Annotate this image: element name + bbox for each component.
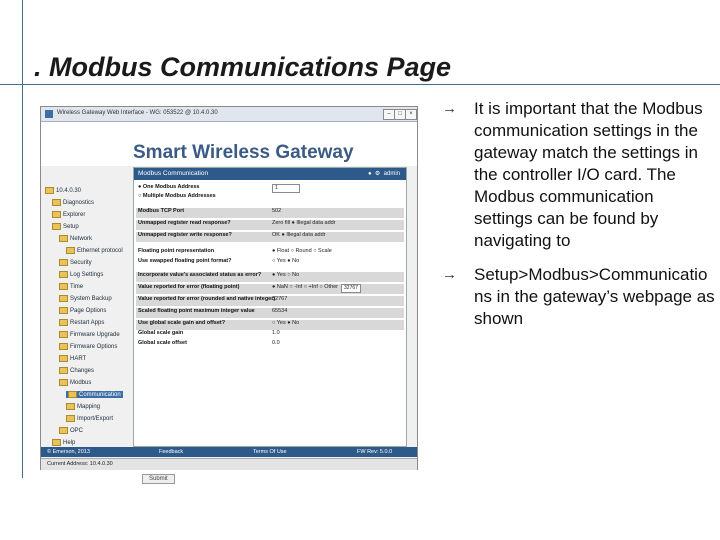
tree-node[interactable]: [59, 355, 86, 362]
setting-value[interactable]: [272, 220, 336, 226]
bullet-item: [442, 98, 720, 252]
gateway-screenshot: [40, 106, 418, 482]
window-titlebar: [41, 107, 417, 122]
setting-row: [136, 308, 404, 318]
brand-name: Smart Wireless Gateway: [133, 142, 354, 163]
tree-node[interactable]: [59, 427, 83, 434]
setting-value-text: ○ Yes ● No: [272, 258, 300, 264]
setting-value[interactable]: [272, 296, 287, 302]
setting-row: [136, 258, 404, 268]
folder-icon: [59, 427, 68, 434]
folder-icon: [52, 439, 61, 446]
tree-node[interactable]: [59, 367, 94, 374]
setting-label: Floating point representation: [138, 248, 215, 254]
tree-node[interactable]: [59, 295, 112, 302]
other-value-input[interactable]: 32767: [341, 284, 361, 293]
tree-node-label: Diagnostics: [63, 200, 95, 207]
bullet-item: [442, 264, 720, 330]
close-button[interactable]: ×: [405, 109, 417, 120]
setting-row: [136, 340, 404, 350]
panel-header-tools: [368, 170, 400, 177]
status-bar: [41, 458, 417, 470]
folder-icon: [52, 199, 61, 206]
one-address-radio[interactable]: ● One Modbus Address: [138, 184, 200, 190]
bullet-text: It is important that the Modbus communication settings in the gateway match the settings in the controller I/O card. The Modbus communication settings can be found by navigating to: [474, 99, 703, 250]
folder-icon: [59, 331, 68, 338]
tree-node[interactable]: [59, 331, 120, 338]
navigation-tree: [45, 187, 131, 457]
folder-icon: [59, 343, 68, 350]
browser-icon: [45, 110, 53, 118]
tree-node-label: Restart Apps: [70, 320, 105, 327]
folder-icon: [59, 259, 68, 266]
setting-value[interactable]: [272, 248, 332, 254]
tree-node[interactable]: [59, 235, 92, 242]
tree-node-label: 10.4.0.30: [56, 188, 82, 195]
feedback-link[interactable]: Feedback: [159, 449, 184, 455]
setting-value-text: 1.0: [272, 330, 280, 336]
folder-icon: [52, 223, 61, 230]
setting-row: [136, 220, 404, 230]
folder-icon: [59, 319, 68, 326]
tree-node-label: Help: [63, 440, 76, 447]
help-icon[interactable]: ●: [367, 171, 372, 177]
slide-horizontal-rule: [0, 84, 720, 85]
bullet-text: Setup>Modbus>Communications in the gateway’s webpage as shown: [474, 265, 715, 328]
submit-button[interactable]: Submit: [142, 474, 175, 484]
setting-label: Value reported for error (rounded and native integer): [138, 296, 276, 302]
setting-row: [136, 284, 404, 294]
one-address-label: One Modbus Address: [142, 184, 200, 190]
setting-value[interactable]: [272, 320, 299, 326]
setting-value[interactable]: [272, 340, 280, 346]
tree-node[interactable]: [45, 187, 81, 194]
tree-node-label: Explorer: [63, 212, 86, 219]
folder-icon: [45, 187, 54, 194]
maximize-button[interactable]: □: [394, 109, 406, 120]
multiple-address-radio[interactable]: ○ Multiple Modbus Addresses: [138, 193, 216, 199]
tree-node[interactable]: [59, 283, 83, 290]
tree-node-label: Communication: [79, 392, 121, 399]
setting-label: Use global scale gain and offset?: [138, 320, 226, 326]
tree-node-label: Import/Export: [77, 416, 114, 423]
folder-icon: [59, 367, 68, 374]
address-value: 1: [272, 184, 300, 193]
tree-node[interactable]: [52, 211, 85, 218]
copyright: © Emerson, 2013: [47, 449, 90, 455]
folder-icon: [59, 295, 68, 302]
setting-row: [136, 296, 404, 306]
tree-node-label: Modbus: [70, 380, 92, 387]
setting-value-text: ● Yes ○ No: [272, 272, 300, 278]
right-arrow-icon: →: [442, 266, 457, 283]
tree-node[interactable]: [66, 415, 113, 422]
setting-value[interactable]: [272, 308, 287, 314]
tree-node-label: OPC: [70, 428, 84, 435]
tree-node-label: System Backup: [70, 296, 112, 303]
user-name[interactable]: admin: [383, 171, 400, 177]
setting-value[interactable]: [272, 330, 280, 336]
tree-node[interactable]: [52, 199, 94, 206]
setting-value-text: 0.0: [272, 340, 280, 346]
tree-node-label: Security: [70, 260, 92, 267]
tree-node-label: Network: [70, 236, 93, 243]
setting-value-text: ● NaN ○ -Inf ○ +Inf ○ Other: [272, 284, 339, 290]
folder-icon: [59, 355, 68, 362]
tree-node[interactable]: [66, 403, 100, 410]
setting-row: [136, 248, 404, 258]
tree-node-label: Changes: [70, 368, 95, 375]
folder-icon: [66, 415, 75, 422]
setting-label: Scaled floating point maximum integer value: [138, 308, 255, 314]
tree-node[interactable]: [59, 259, 92, 266]
tree-node[interactable]: [59, 379, 91, 386]
folder-icon: [66, 403, 75, 410]
tree-node[interactable]: [59, 343, 117, 350]
setting-value-text: ○ Yes ● No: [272, 320, 300, 326]
tree-node-label: HART: [70, 356, 87, 363]
right-arrow-icon: →: [442, 100, 457, 117]
setting-label: Modbus TCP Port: [138, 208, 185, 214]
tree-node-label: Mapping: [77, 404, 101, 411]
folder-icon: [52, 211, 61, 218]
bullet-list: [442, 98, 720, 342]
setting-row: [136, 272, 404, 282]
folder-icon: [59, 271, 68, 278]
panel-header: [134, 168, 406, 180]
setting-label: Value reported for error (floating point): [138, 284, 240, 290]
tree-node-label: Firmware Upgrade: [70, 332, 120, 339]
minimize-button[interactable]: –: [383, 109, 395, 120]
folder-icon: [59, 379, 68, 386]
firmware-version: FW Rev: 5.0.0: [357, 449, 393, 455]
setting-row: [136, 232, 404, 242]
setting-value-text: ● Float ○ Round ○ Scale: [272, 248, 332, 254]
tree-node[interactable]: [66, 391, 123, 398]
setting-value[interactable]: [272, 258, 299, 264]
tree-node-label: Setup: [63, 224, 79, 231]
folder-icon: [68, 391, 77, 398]
tree-node[interactable]: [59, 319, 104, 326]
settings-icon[interactable]: ⚙: [374, 171, 381, 177]
setting-label: Use swapped floating point format?: [138, 258, 232, 264]
setting-value-text: 32767: [272, 296, 288, 302]
slide-vertical-rule: [22, 0, 23, 478]
setting-value-text: 65534: [272, 308, 288, 314]
setting-value[interactable]: [272, 272, 299, 278]
setting-value[interactable]: [272, 208, 281, 214]
terms-link[interactable]: Terms Of Use: [253, 449, 287, 455]
setting-value[interactable]: [272, 232, 325, 238]
tree-node-label: Ethernet protocol: [77, 248, 123, 255]
tree-node[interactable]: [59, 307, 106, 314]
setting-row: [136, 208, 404, 218]
tree-node[interactable]: [52, 439, 75, 446]
tree-node[interactable]: [66, 247, 123, 254]
panel-title: Modbus Communication: [138, 170, 209, 177]
tree-node-label: Firmware Options: [70, 344, 118, 351]
slide-title: . Modbus Communications Page: [34, 52, 452, 82]
window-title: Wireless Gateway Web Interface - WG: 053522 @ 10.4.0.30: [57, 110, 218, 116]
folder-icon: [59, 283, 68, 290]
address-input[interactable]: [272, 184, 300, 193]
footer-bar: [41, 447, 417, 457]
setting-value-text: Zero fill ● Illegal data addr: [272, 220, 336, 226]
setting-value[interactable]: [272, 284, 361, 293]
folder-icon: [59, 235, 68, 242]
folder-icon: [59, 307, 68, 314]
setting-row: [136, 320, 404, 330]
setting-label: Global scale gain: [138, 330, 184, 336]
tree-node-label: Log Settings: [70, 272, 104, 279]
tree-node[interactable]: [52, 223, 79, 230]
setting-value-text: OK ● Illegal data addr: [272, 232, 326, 238]
tree-node-label: Time: [70, 284, 84, 291]
folder-icon: [66, 247, 75, 254]
current-address: Current Address: 10.4.0.30: [47, 461, 113, 467]
setting-label: Incorporate value's associated status as error?: [138, 272, 262, 278]
tree-node-label: Page Options: [70, 308, 107, 315]
setting-label: Unmapped register write response?: [138, 232, 232, 238]
setting-value-text: 502: [272, 208, 282, 214]
setting-label: Global scale offset: [138, 340, 187, 346]
brand-banner: [41, 122, 417, 166]
setting-label: Unmapped register read response?: [138, 220, 231, 226]
tree-node[interactable]: [59, 271, 103, 278]
setting-row: [136, 330, 404, 340]
multiple-address-label: Multiple Modbus Addresses: [142, 193, 216, 199]
address-option-row-2: [136, 193, 404, 203]
